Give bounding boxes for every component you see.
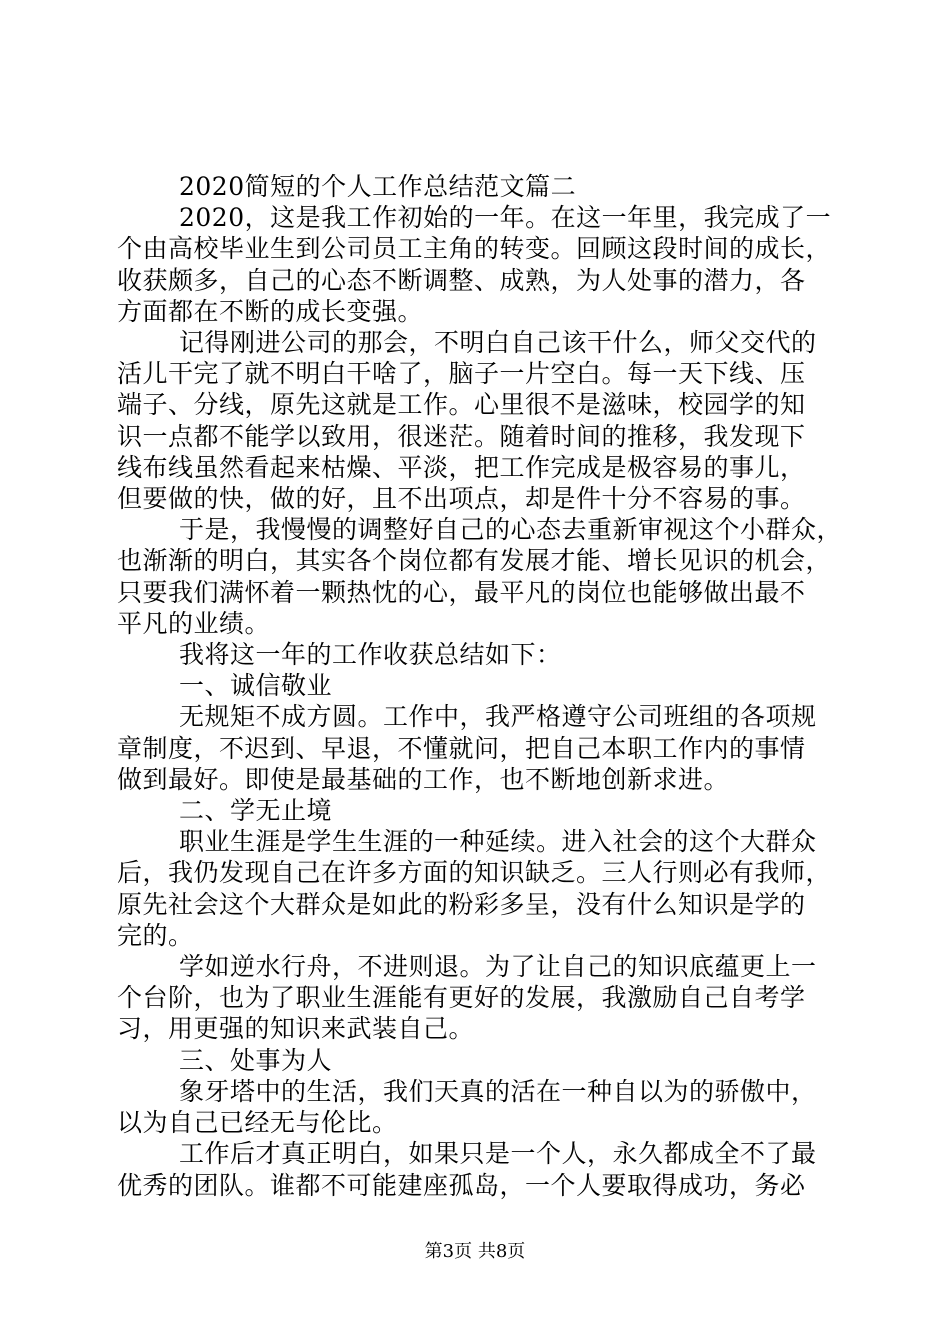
text-line: 平凡的业绩。 — [117, 608, 271, 638]
text-line: 学如逆水行舟，不进则退。为了让自己的知识底蕴更上一 — [179, 952, 817, 982]
text-line: 习，用更强的知识来武装自己。 — [117, 1014, 475, 1044]
text-line: 原先社会这个大群众是如此的粉彩多呈，没有什么知识是学的 — [117, 889, 806, 919]
text-line: 个由高校毕业生到公司员工主角的转变。回顾这段时间的成长， — [117, 234, 832, 264]
text-line: 后，我仍发现自己在许多方面的知识缺乏。三人行则必有我师， — [117, 858, 832, 888]
text-line: 线布线虽然看起来枯燥、平淡，把工作完成是极容易的事儿， — [117, 452, 806, 482]
text-line: 以为自己已经无与伦比。 — [117, 1108, 398, 1138]
text-line: 优秀的团队。谁都不可能建座孤岛，一个人要取得成功，务必 — [117, 1170, 806, 1200]
text-line: 2020简短的个人工作总结范文篇二 — [179, 172, 577, 201]
text-line: 工作后才真正明白，如果只是一个人，永久都成全不了最 — [179, 1139, 817, 1169]
text-line: 章制度，不迟到、早退，不懂就问，把自己本职工作内的事情 — [117, 733, 806, 763]
text-line: 三、处事为人 — [179, 1045, 333, 1075]
text-line: 方面都在不断的成长变强。 — [117, 296, 424, 326]
text-line: 我将这一年的工作收获总结如下： — [179, 640, 562, 670]
text-line: 活儿干完了就不明白干啥了，脑子一片空白。每一天下线、压 — [117, 359, 806, 389]
document-body — [117, 171, 843, 1201]
text-line: 个台阶，也为了职业生涯能有更好的发展，我激励自己自考学 — [117, 983, 806, 1013]
text-line: 识一点都不能学以致用，很迷茫。随着时间的推移，我发现下 — [117, 421, 806, 451]
text-line: 完的。 — [117, 920, 194, 950]
text-line: 职业生涯是学生生涯的一种延续。进入社会的这个大群众 — [179, 827, 817, 857]
page-footer: 第3页 共8页 — [424, 1241, 526, 1262]
text-line: 做到最好。即使是最基础的工作，也不断地创新求进。 — [117, 764, 730, 794]
text-line: 象牙塔中的生活，我们天真的活在一种自以为的骄傲中， — [179, 1076, 817, 1106]
text-line: 于是，我慢慢的调整好自己的心态去重新审视这个小群众， — [179, 515, 843, 545]
text-line: 收获颇多，自己的心态不断调整、成熟，为人处事的潜力，各 — [117, 265, 806, 295]
text-line: 只要我们满怀着一颗热忱的心，最平凡的岗位也能够做出最不 — [117, 577, 806, 607]
text-line: 二、学无止境 — [179, 796, 333, 826]
text-line: 无规矩不成方圆。工作中，我严格遵守公司班组的各项规 — [179, 702, 817, 732]
text-line: 端子、分线，原先这就是工作。心里很不是滋味，校园学的知 — [117, 390, 806, 420]
text-line: 2020，这是我工作初始的一年。在这一年里，我完成了一 — [179, 203, 832, 233]
text-line: 也渐渐的明白，其实各个岗位都有发展才能、增长见识的机会， — [117, 546, 832, 576]
text-line: 一、诚信敬业 — [179, 671, 333, 701]
text-line: 但要做的快，做的好，且不出项点，却是件十分不容易的事。 — [117, 484, 806, 514]
text-line: 记得刚进公司的那会，不明白自己该干什么，师父交代的 — [179, 328, 817, 358]
